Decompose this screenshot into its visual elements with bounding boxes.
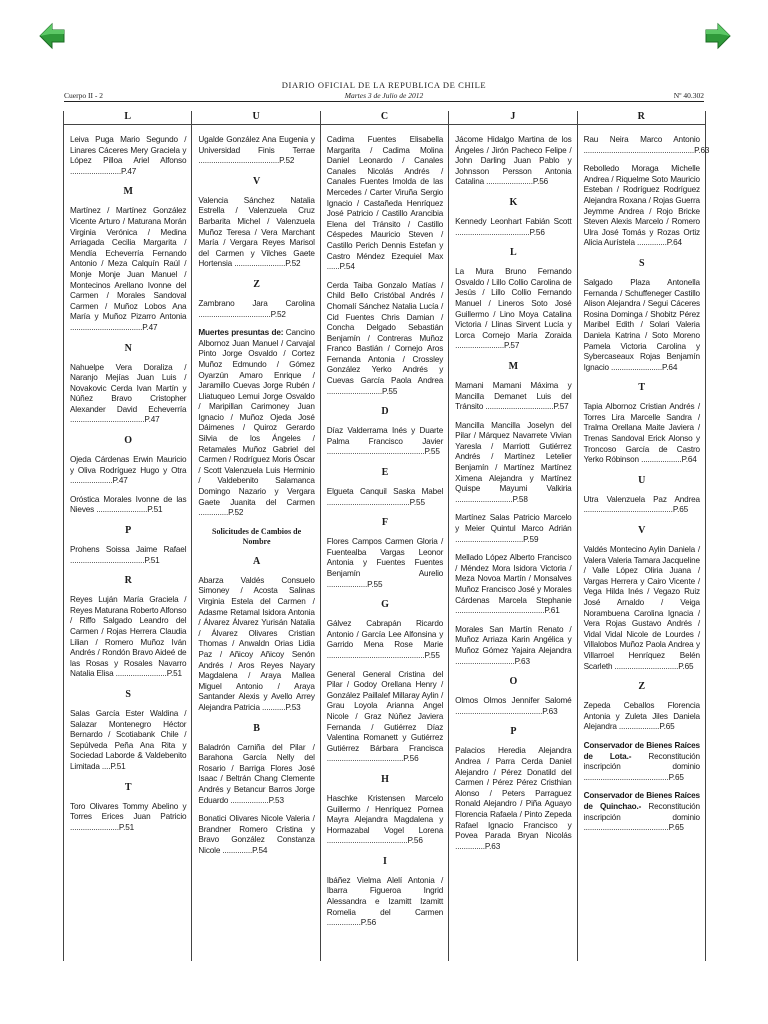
page-reference[interactable]: P.65	[678, 661, 694, 671]
index-entry	[327, 281, 443, 398]
page-reference[interactable]: P.61	[544, 606, 560, 616]
entry-lead: Conservador de Bienes Raíces de Lota.-	[583, 740, 700, 761]
entry-text: Flores Campos Carmen Gloria / Fuentealba Vargas Leonor Antonia y Fuentes Fuentes Benjamín Aurelio ...................	[326, 537, 444, 589]
letter-heading: R	[124, 575, 132, 587]
index-entry	[70, 363, 186, 427]
page-reference[interactable]: P.56	[532, 177, 549, 187]
entry-text: Oróstica Morales Ivonne de las Nieves ........................	[70, 494, 187, 515]
letter-heading: P	[125, 525, 132, 537]
index-entry	[455, 135, 571, 188]
section-title: Solicitudes de Cambios de Nombre	[212, 526, 302, 546]
section-label: Cuerpo II - 2	[64, 91, 103, 100]
page-reference[interactable]: P.55	[382, 386, 398, 396]
page-reference[interactable]: P.56	[407, 836, 423, 846]
letter-heading: N	[124, 342, 132, 354]
letter-heading: A	[252, 555, 261, 567]
letter-heading: L	[510, 247, 517, 259]
letter-heading: P	[510, 726, 517, 738]
letter-heading: E	[381, 467, 389, 479]
letter-heading: V	[638, 525, 646, 537]
page-reference[interactable]: P.55	[424, 650, 440, 660]
page-reference[interactable]: P.47	[142, 322, 158, 332]
page-reference[interactable]: P.63	[514, 656, 530, 666]
entry-text: Díaz Valderrama Inés y Duarte Palma Francisco Javier ..............................................	[326, 426, 444, 457]
index-entry	[198, 299, 314, 320]
page-reference[interactable]: P.54	[339, 262, 355, 272]
entry-text: Leiva Puga Mario Segundo / Linares Cáceres Mery Graciela y López Pilloa Ariel Alfonso ........................	[70, 135, 187, 176]
page-reference[interactable]: P.52	[270, 309, 286, 319]
index-entry	[327, 135, 443, 273]
index-entry	[455, 381, 571, 413]
entry-text: Cancino Albornoz Juan Manuel / Carvajal Pinto Jorge Osvaldo / Cortez Muñoz Edmundo / Gómez Oyarzún Amaro Enrique / Jaramillo Cuevas Jorge Rubén / Lliatuqueo Lemui Jorge Osvaldo / Maripillan Carimoney Juan Ignacio / Muñoz Ojeda José Dáimenes / Quiroz Gerardo Silvia de los Ángeles / Retamales Muñoz Gabriel del Carmen / Rodríguez Moris Óscar / Scott Valenzuela Luis Herminio / Valdebenito Salamanca Domingo Nazario y Vergara Gaete Juanita del Carmen ..............	[198, 328, 315, 518]
page-reference[interactable]: P.55	[424, 447, 440, 457]
entry-text: Valdés Montecino Aylin Daniela / Valera Valeria Tamara Jacqueline / Valle López Oliria Juana / Vargas Herrera y Cairo Vicente / Vega Hilda Inés / Vegazo Ruiz José Arnaldo / Veiga Norambuena Carolina Ignacia / Vera Rojas Gustavo Andrés / Vidal Vidal Nicole de Lourdes / Villalobos Muñoz Paola Andrea y Villarroel Henríquez Belén Scarleth ..............................	[583, 545, 700, 671]
index-entry	[455, 217, 571, 238]
letter-heading: U	[638, 474, 646, 486]
arrow-left-icon	[38, 22, 66, 50]
index-entry	[198, 328, 314, 519]
letter-heading: V	[252, 175, 261, 187]
page-reference[interactable]: P.63	[694, 145, 710, 155]
entry-text: Morales San Martín Renato / Muñoz Arriaza Karin Angélica y Muñoz Gómez Yajaira Alejandra ............................	[455, 624, 572, 666]
entry-text: Mamani Mamani Máxima y Mancilla Demanet Luis del Tránsito ................................	[455, 380, 572, 412]
index-entry	[327, 670, 443, 765]
letter-heading: O	[509, 676, 518, 688]
index-entry	[70, 206, 186, 333]
entry-text: Reconstitución inscripción dominio ........................................	[583, 801, 700, 833]
index-entry	[455, 553, 571, 617]
page-reference[interactable]: P.58	[512, 494, 528, 504]
page-reference[interactable]: P.57	[553, 402, 569, 412]
letter-heading: Z	[638, 681, 646, 693]
letter-heading: O	[124, 435, 133, 447]
publication-title: DIARIO OFICIAL DE LA REPUBLICA DE CHILE	[281, 80, 487, 90]
page-reference[interactable]: P.56	[360, 918, 376, 928]
index-entry	[70, 595, 186, 680]
page-reference[interactable]: P.47	[121, 166, 137, 176]
index-entry	[584, 545, 700, 672]
letter-heading: G	[381, 599, 389, 611]
page-reference[interactable]: P.51	[144, 555, 160, 565]
column-letter-heading: C	[321, 111, 448, 125]
index-entry	[584, 164, 700, 249]
index-entry	[198, 576, 314, 714]
page-reference[interactable]: P.65	[668, 772, 684, 782]
entry-text: Gálvez Cabrapán Ricardo Antonio / García Lee Alfonsina y Garrido Mena Rose Marie ..............................................	[326, 619, 444, 660]
index-entry	[584, 701, 700, 733]
page-reference[interactable]: P.65	[668, 823, 684, 833]
index-entry	[584, 278, 700, 373]
entry-text: Reyes Luján María Graciela / Reyes Maturana Roberto Alfonso / Riffo Salgado Leandro del Carmen / Rojas Herrera Claudia Lilian / Romero Muñoz Iván Andrés / Rondón Bravo Aideé de las Rosas y Rosales Navarro Natalia Elisa ........................	[70, 595, 187, 679]
page-reference[interactable]: P.52	[228, 508, 244, 518]
page-reference[interactable]: P.56	[403, 754, 419, 764]
entry-lead: Muertes presuntas de:	[198, 328, 284, 338]
entry-lead: Conservador de Bienes Raíces de Quinchao.-	[583, 791, 700, 811]
index-entry	[198, 135, 314, 167]
letter-heading: M	[508, 360, 519, 372]
page-reference[interactable]: P.52	[279, 156, 295, 166]
index-entry	[70, 709, 186, 773]
page-reference[interactable]: P.51	[166, 669, 182, 679]
entry-text: Toro Olivares Tommy Abelino y Torres Erices Juan Patricio .......................	[70, 801, 187, 832]
index-entry	[455, 267, 571, 352]
index-entry	[70, 455, 186, 487]
entry-text: Ugalde González Ana Eugenia y Universidad Finis Terrae ......................................	[198, 135, 315, 166]
page-reference[interactable]: P.64	[681, 455, 697, 465]
page-reference[interactable]: P.64	[666, 238, 682, 248]
page-reference[interactable]: P.55	[367, 579, 383, 589]
index-entry	[455, 696, 571, 717]
index-entry	[455, 421, 571, 506]
index-entry	[455, 513, 571, 545]
issue-number: Nº 40.302	[673, 91, 704, 100]
index-entry	[583, 135, 710, 156]
entry-text: Salas García Ester Waldina / Salazar Montenegro Héctor Bernardo / Scotiabank Chile / Sepúlveda Peña Ana Rita y Sociedad Laborde & Valdebenito Limitada ....	[70, 708, 187, 771]
letter-heading: D	[381, 406, 389, 418]
entry-text: Zambrano Jara Carolina ..................................	[198, 298, 315, 319]
page-reference[interactable]: P.53	[285, 702, 301, 712]
letter-heading: M	[123, 186, 133, 198]
page-reference[interactable]: P.51	[147, 505, 163, 515]
page-reference[interactable]: P.47	[144, 415, 160, 425]
index-entry	[584, 791, 700, 833]
letter-heading: F	[381, 517, 389, 529]
index-entry	[327, 794, 443, 847]
entry-text: Valencia Sánchez Natalia Estrella / Valenzuela Cruz Barbarita Michel / Valenzuela Muñoz Teresa / Vera Marchant María / Vergara Reyes Marisol del Carmen y Vilches Gaete Hortensia ........................	[198, 195, 315, 269]
entry-text: Cadima Fuentes Elisabella Margarita / Cadima Molina Daniel Leonardo / Canales Canales Nicolás Andrés / Canales Fuentes Imolda de las Mercedes / Carter Viruña Sergio Ignacio / Castañeda Henríquez José Patricio / Castillo Arancibia Elena del Tránsito / Castillo Céspedes Mauricio Steven / Castillo Perich Dennis Estefan y Castro Méndez Ezequiel Max ......	[326, 135, 444, 272]
index-entry	[70, 495, 186, 516]
entry-text: Reconstitución inscripción dominio ........................................	[583, 751, 700, 782]
column-letter-heading: J	[449, 111, 576, 125]
entry-text: Prohens Soissa Jaime Rafael ...................................	[70, 545, 187, 565]
entry-text: La Mura Bruno Fernando Osvaldo / Lillo Collio Carolina de Jesús / Lillo Collio Fernando Manuel / Lineros Soto José Guillermo / Lino Moya Catalina Victoria / Llinas Sirvent Lucía y Lorca Cornejo María Zoraida .......................	[455, 267, 572, 351]
entry-text: Mellado López Alberto Francisco / Méndez Mora Isidora Victoria / Meza Novoa Martín / Monsalves Muñoz Francisco José y Morales Cárdenas Marcela Stephanie ..........................................	[455, 553, 572, 616]
letter-heading: S	[638, 257, 645, 269]
index-entry	[584, 741, 700, 783]
letter-heading: T	[124, 781, 132, 793]
entry-text: Tapia Albornoz Cristian Andrés / Torres Lira Marcelle Sandra / Tralma Orellana Maite Javiera / Trenas Sandoval Erick Alonso y Troncoso García de Castro Yerko Róbinson ...................	[583, 402, 700, 465]
entry-text: Ojeda Cárdenas Erwin Mauricio y Oliva Rodríguez Hugo y Otra ....................	[70, 455, 187, 486]
index-entry	[198, 814, 314, 856]
entry-text: Utra Valenzuela Paz Andrea ..........................................	[583, 494, 700, 515]
column-letter-heading: R	[578, 111, 705, 125]
entry-text: Martínez Salas Patricio Marcelo y Meier Quintul Marco Adrián ................................	[455, 513, 572, 544]
entry-text: Zepeda Ceballos Florencia Antonia y Zuleta Jiles Daniela Alejandra ...................	[583, 701, 700, 732]
index-columns	[64, 111, 710, 961]
next-page-button[interactable]	[704, 22, 732, 50]
entry-text: Baladrón Carniña del Pilar / Barahona García Nelly del Rosario / Barriga Flores José Isaac / Beltrán Chang Clemente Andrés y Betancur Barros Jorge Eduardo ..................	[198, 742, 315, 805]
page-reference[interactable]: P.55	[409, 497, 425, 507]
index-entry	[584, 495, 700, 516]
page-reference[interactable]: P.65	[659, 722, 675, 732]
page-reference[interactable]: P.63	[484, 841, 501, 851]
page-reference[interactable]: P.65	[672, 505, 688, 515]
letter-heading: H	[381, 773, 389, 785]
entry-text: Elgueta Canquil Saska Mabel .......................................	[326, 487, 444, 507]
index-column	[320, 111, 449, 961]
prev-page-button[interactable]	[38, 22, 66, 50]
page-reference[interactable]: P.57	[504, 341, 520, 351]
entry-text: Salgado Plaza Antonella Fernanda / Schuffeneger Castillo Alison Alejandra / Segui Cáceres Rosina Dominga / Shobitz Pérez Maribel Edith / Solari Valeria Daniela Katrina / Soto Moreno Pamela Victoria Carolina y Sybercaseaux Rojas Benjamín Ignacio ........................	[583, 277, 700, 372]
letter-heading: Z	[253, 278, 260, 290]
page-reference[interactable]: P.54	[252, 845, 268, 855]
page-reference[interactable]: P.51	[118, 822, 135, 832]
entry-text: General General Cristina del Pilar / Godoy Orellana Henry / González Paillalef Millaray Aylin / Grau Loyola Arianna Angel Nicole / Graz Núñez Javiera Fernanda / Gutiérrez Díaz Valentina Romanett y Gutiérrez Gutiérrez Bárbara Francisca ....................................	[326, 669, 444, 764]
entry-text: Olmos Olmos Jennifer Salomé .........................................	[455, 696, 572, 716]
entry-text: Abarza Valdés Consuelo Simoney / Acosta Salinas Virginia Estela del Carmen / Adasme Retamal Isidora Antonia / Álvarez Álvarez Yurisán Natalia / Álvarez Olivares Cristian Thomas / Anwaldn Orias Lidia Paz / Añicoy Añicoy Senón Andrés / Aros Reyes Nayary Magdalena / Araya Mallea Miguel Antonio / Araya Santander Alexis y Avello Arrey Alejandra Patricia ...........	[198, 575, 315, 712]
index-entry	[327, 619, 443, 661]
page-reference[interactable]: P.52	[285, 259, 301, 269]
letter-heading: K	[509, 196, 518, 208]
index-column	[191, 111, 320, 961]
entry-text: Haschke Kristensen Marcelo Guillermo / Henríquez Pornea Mayra Alejandra Magdalena y Hormazabal Vogel Lorena ......................................	[326, 793, 444, 846]
index-column	[63, 111, 192, 961]
letter-heading: T	[638, 382, 646, 394]
entry-text: Jácome Hidalgo Martina de los Ángeles / Jirón Pacheco Felipe / John Darling Juan Pablo y Johnsson Persson Antonia Catalina ......................	[455, 135, 572, 187]
page-reference[interactable]: P.64	[662, 362, 678, 372]
index-entry	[455, 625, 571, 667]
page-reference[interactable]: P.47	[112, 476, 128, 486]
index-entry	[70, 802, 186, 834]
index-column	[577, 111, 710, 961]
page-reference[interactable]: P.53	[268, 795, 284, 805]
page-reference[interactable]: P.59	[523, 534, 539, 544]
page-reference[interactable]: P.56	[529, 227, 545, 237]
entry-text: Rau Neira Marco Antonio ....................................................	[583, 135, 700, 155]
index-entry	[70, 135, 186, 177]
index-entry	[327, 537, 443, 590]
page-reference[interactable]: P.63	[542, 706, 558, 716]
index-entry	[455, 746, 571, 852]
entry-text: Cerda Taiba Gonzalo Matías / Child Bello Cristóbal Andrés / Chomalí Sánchez Natalia Lucía / Cid Fuentes Chris Damian / Concha Delgado Sebastián Benjamín / Contreras Muñoz Franco Bastián / Cornejo Aros Fernanda Antonia / Crossley González Yerko Andrés y Cuevas García Paola Andrea ..........................	[326, 280, 444, 396]
index-entry	[327, 426, 443, 458]
arrow-right-icon	[704, 22, 732, 50]
index-entry	[327, 876, 443, 929]
index-column	[448, 111, 577, 961]
entry-text: Mancilla Mancilla Joselyn del Pilar / Márquez Navarrete Vivian Yaresla / Marriott Gutiérrez Andrés / Martínez Letelier Benjamín / Martínez Martínez Ximena Alejandra y Martínez Quispe Mayumi Valkiria ...........................	[455, 420, 572, 504]
header-rule	[64, 101, 704, 102]
entry-text: Nahuelpe Vera Doraliza / Naranjo Mejías Juan Luis / Novakovic Cerda Ivan Martín y Núñez Bravo Cristopher Alexander David Echeverría ...................................	[70, 362, 187, 425]
issue-date: Martes 3 de Julio de 2012	[344, 91, 424, 100]
index-entry	[198, 743, 314, 807]
letter-heading: B	[253, 722, 260, 734]
column-letter-heading: L	[64, 111, 191, 125]
entry-text: Rebolledo Moraga Michelle Andrea / Riquelme Soto Mauricio Esteban / Rodríguez Rodríguez Alejandra Roxana / Rojas Guerra Jeymme Andrea / Rojo Bricke Steven Alexis Marcelo / Romero Ulra José Tomás y Rozas Ortiz Alicia Aurístela ..............	[583, 164, 700, 248]
index-entry	[584, 402, 700, 466]
index-entry	[327, 487, 443, 508]
entry-text: Palacios Heredia Alejandra Andrea / Parra Cerda Daniel Alejandro / Pérez Donatild del Carmen / Pérez Pérez Cristhian Alonso / Peters Parraguez Ronald Alejandro / Piña Aguayo Florencia Rafaela / Pinto Zepeda Rafael Ignacio Francisco y Povea Parada Bryan Nicolás ..............	[455, 746, 572, 851]
page-reference[interactable]: P.51	[110, 761, 126, 771]
index-entry	[70, 545, 186, 566]
column-letter-heading: U	[192, 111, 319, 125]
index-entry	[198, 196, 314, 270]
letter-heading: I	[383, 855, 387, 867]
entry-text: Bonatici Olivares Nicole Valeria / Brandner Romero Cristina y Bravo González Constanza Nicole ..............	[198, 814, 315, 855]
letter-heading: S	[125, 688, 131, 700]
entry-text: Ibáñez Vielma Alelí Antonia / Ibarra Figueroa Ingrid Alessandra e Izamitt Izamitt Romelia del Carmen ................	[326, 875, 444, 928]
entry-text: Kennedy Leonhart Fabián Scott ...................................	[455, 216, 572, 237]
entry-text: Martínez / Martínez González Vicente Arturo / Maturana Morán Virginia Verónica / Medina Arriagada Cecilia Margarita / Mendía Echeverría Fernando Antonio / Meza Calquín Raúl / Monje Monje Juan Manuel / Montecinos Arellano Ivonne del Carmen / Morales Sandoval Carmen / Muñoz Lobos Ana María y Muñoz Pizarro Antonia ..................................	[70, 206, 187, 332]
